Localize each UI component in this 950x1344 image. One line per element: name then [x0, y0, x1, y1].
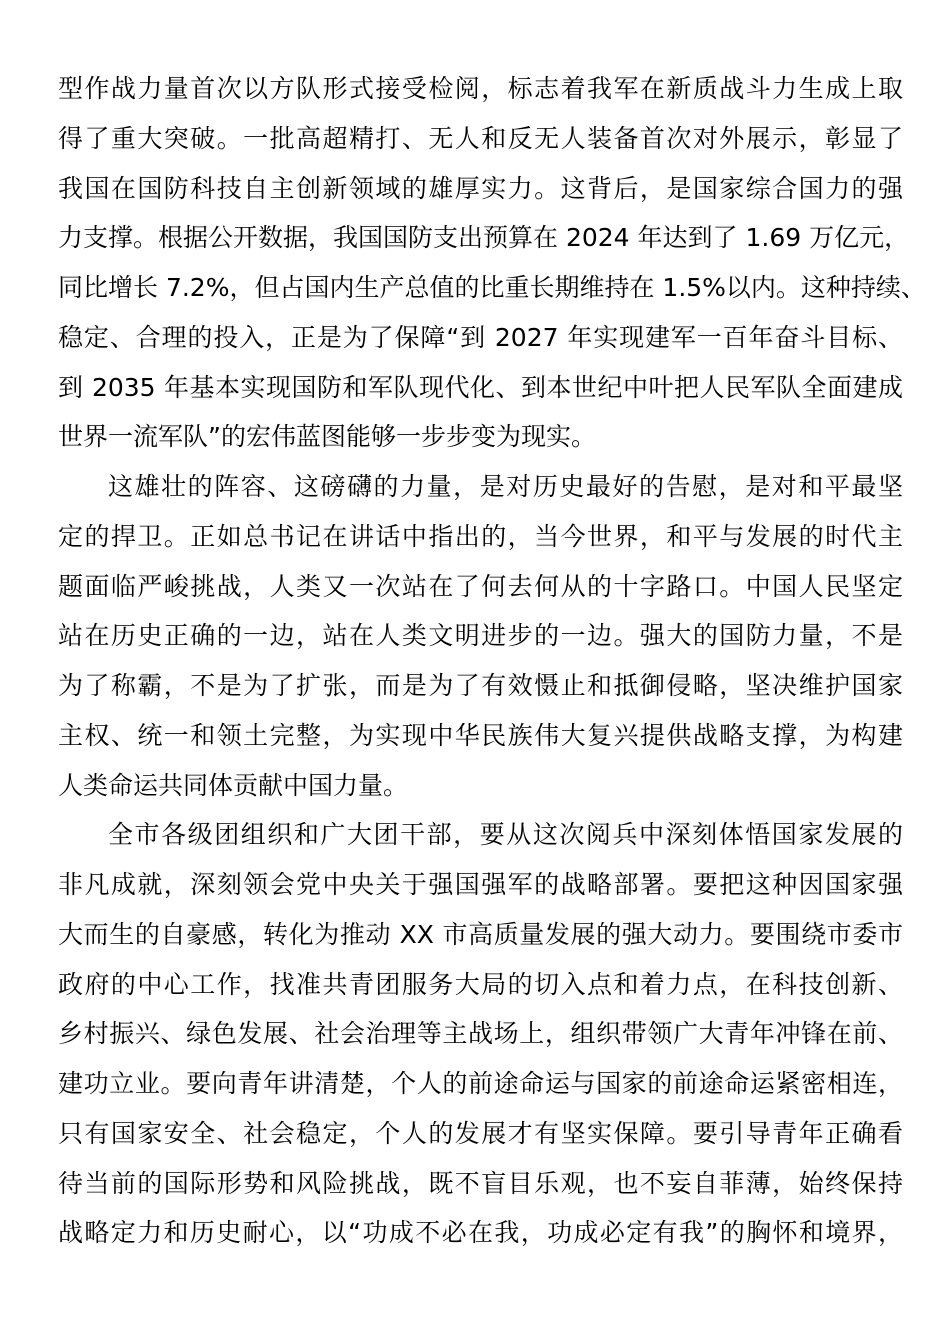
- text-line: 乡村振兴、绿色发展、社会治理等主战场上，组织带领广大青年冲锋在前、: [58, 1019, 903, 1049]
- text-line: 人类命运共同体贡献中国力量。: [58, 770, 409, 800]
- text-line: 为了称霸，不是为了扩张，而是为了有效慑止和抵御侵略，坚决维护国家: [58, 671, 903, 700]
- text-line: 战略定力和历史耐心，以“功成不必在我，功成必定有我”的胸怀和境界，: [58, 1218, 903, 1248]
- text-line: 得了重大突破。一批高超精打、无人和反无人装备首次对外展示，彰显了: [58, 123, 903, 153]
- text-line: 待当前的国际形势和风险挑战，既不盲目乐观，也不妄自菲薄，始终保持: [58, 1168, 903, 1198]
- text-line: 题面临严峻挑战，人类又一次站在了何去何从的十字路口。中国人民坚定: [58, 571, 903, 601]
- text-line: 非凡成就，深刻领会党中央关于强国强军的战略部署。要把这种因国家强: [58, 870, 903, 899]
- text-line: 站在历史正确的一边，站在人类文明进步的一边。强大的国防力量，不是: [58, 621, 903, 651]
- text-line: 政府的中心工作，找准共青团服务大局的切入点和着力点，在科技创新、: [58, 969, 903, 999]
- text-line: 世界一流军队”的宏伟蓝图能够一步步变为现实。: [58, 422, 596, 452]
- text-line: 我国在国防科技自主创新领域的雄厚实力。这背后，是国家综合国力的强: [58, 173, 903, 203]
- paragraph-2: [58, 462, 903, 810]
- text-line: 到 2035 年基本实现国防和军队现代化、到本世纪中叶把人民军队全面建成: [58, 372, 903, 402]
- paragraph-1: [58, 64, 926, 462]
- text-line: 建功立业。要向青年讲清楚，个人的前途命运与国家的前途命运紧密相连，: [58, 1069, 903, 1098]
- text-line: 全市各级团组织和广大团干部，要从这次阅兵中深刻体悟国家发展的: [108, 820, 903, 850]
- paragraph-3: [58, 810, 903, 1258]
- document-page: [58, 64, 926, 1258]
- text-line: 型作战力量首次以方队形式接受检阅，标志着我军在新质战斗力生成上取: [58, 74, 903, 103]
- text-line: 力支撑。根据公开数据，我国国防支出预算在 2024 年达到了 1.69 万亿元，: [58, 223, 910, 253]
- text-line: 稳定、合理的投入，正是为了保障“到 2027 年实现建军一百年奋斗目标、: [58, 322, 903, 352]
- text-line: 同比增长 7.2%，但占国内生产总值的比重长期维持在 1.5%以内。这种持续、: [58, 273, 926, 302]
- text-line: 这雄壮的阵容、这磅礴的力量，是对历史最好的告慰，是对和平最坚: [108, 472, 903, 501]
- text-line: 主权、统一和领土完整，为实现中华民族伟大复兴提供战略支撑，为构建: [58, 720, 903, 750]
- text-line: 只有国家安全、社会稳定，个人的发展才有坚实保障。要引导青年正确看: [58, 1118, 903, 1148]
- text-line: 定的捍卫。正如总书记在讲话中指出的，当今世界，和平与发展的时代主: [58, 521, 903, 551]
- text-line: 大而生的自豪感，转化为推动 XX 市高质量发展的强大动力。要围绕市委市: [58, 919, 903, 949]
